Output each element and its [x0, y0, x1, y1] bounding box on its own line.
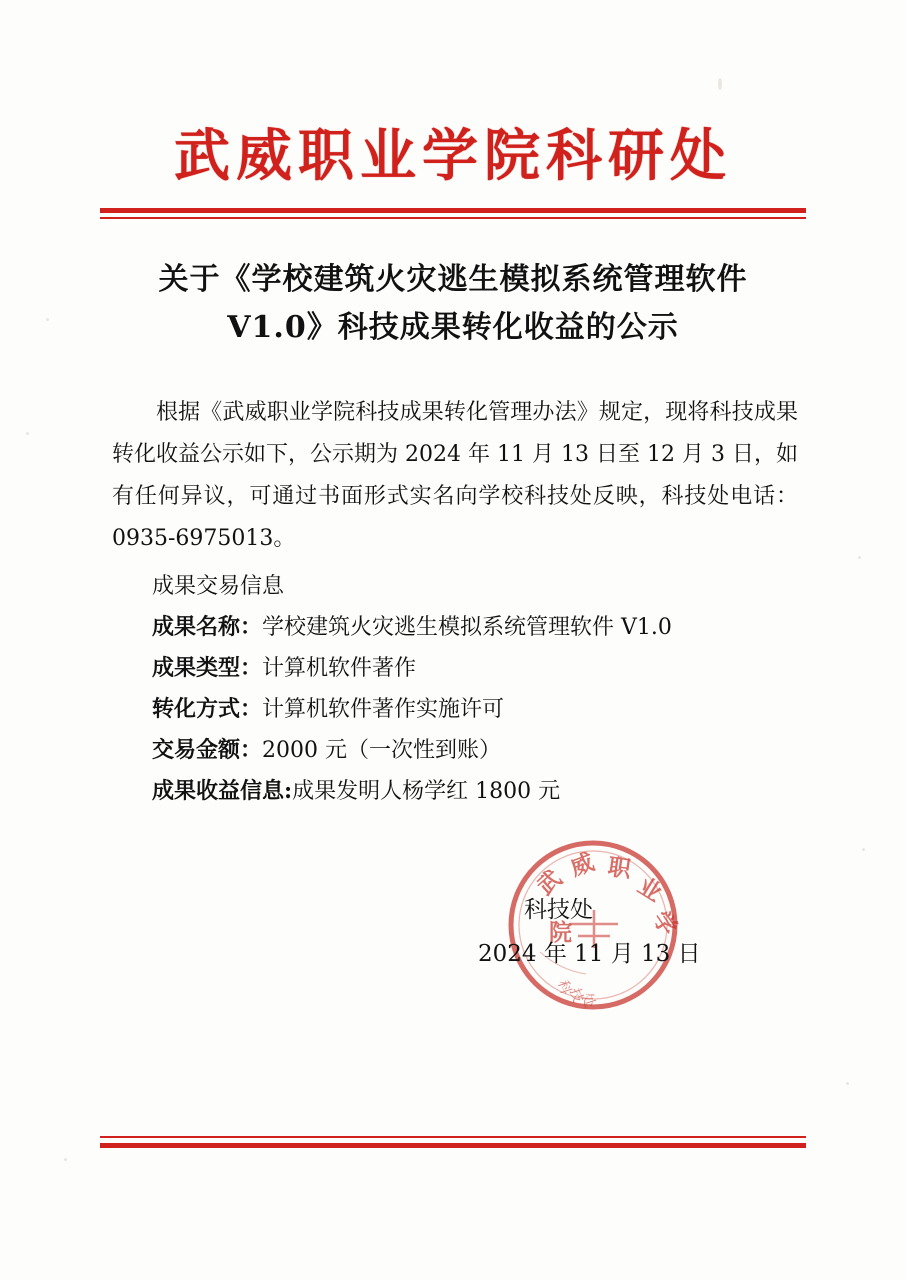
svg-text:处: 处	[578, 991, 598, 1010]
info-label-revenue: 成果收益信息:	[152, 778, 293, 804]
rule-thin-bottom	[100, 1136, 806, 1138]
info-value-name: 学校建筑火灾逃生模拟系统管理软件 V1.0	[262, 615, 672, 640]
svg-text:技: 技	[566, 986, 586, 1005]
svg-text:武: 武	[531, 865, 568, 901]
masthead-title: 武威职业学院科研处	[174, 123, 732, 189]
signature-block	[470, 888, 750, 976]
info-label-name: 成果名称：	[152, 614, 263, 640]
masthead	[0, 123, 906, 189]
info-row-method	[152, 689, 812, 730]
body-paragraph: 根据《武威职业学院科技成果转化管理办法》规定，现将科技成果转化收益公示如下，公示期为 2024 年 11 月 13 日至 12 月 3 日，如有任何异议，可通过书面形式实名向学校科技处反映，科技处电话：0935-6975013。	[112, 400, 798, 551]
rule-thin-top	[100, 217, 806, 219]
transaction-info-heading: 成果交易信息	[152, 574, 285, 599]
info-row-name	[152, 607, 812, 648]
signature-department: 科技处	[524, 897, 593, 923]
rule-thick-bottom	[100, 1143, 806, 1148]
info-label-method: 转化方式：	[152, 696, 263, 722]
body-paragraph-container	[112, 392, 798, 560]
info-label-amount: 交易金额：	[152, 737, 263, 763]
page-title-line-2: V1.0》科技成果转化收益的公示	[227, 310, 679, 345]
footer-rules	[100, 1136, 806, 1148]
page-title-line-1: 关于《学校建筑火灾逃生模拟系统管理软件	[158, 262, 748, 297]
paper-speck	[718, 78, 722, 90]
paper-speck	[46, 318, 49, 321]
transaction-info-block	[152, 566, 812, 812]
masthead-rules	[100, 208, 806, 219]
svg-text:职: 职	[606, 853, 633, 884]
paper-speck	[862, 848, 865, 851]
paper-speck	[26, 432, 29, 435]
svg-text:科: 科	[554, 978, 574, 997]
info-row-amount	[152, 730, 812, 771]
info-value-revenue: 成果发明人杨学红 1800 元	[292, 779, 561, 804]
svg-text:学: 学	[647, 906, 683, 941]
svg-text:威: 威	[566, 848, 598, 882]
info-value-method: 计算机软件著作实施许可	[262, 697, 505, 722]
paper-speck	[846, 1082, 849, 1085]
paper-speck	[858, 556, 861, 559]
info-row-revenue	[152, 771, 812, 812]
page-title	[100, 256, 806, 352]
rule-thick-top	[100, 208, 806, 213]
info-value-amount: 2000 元（一次性到账）	[262, 738, 501, 763]
svg-text:业: 业	[632, 872, 667, 908]
info-row-type	[152, 648, 812, 689]
signature-date: 2024 年 11 月 13 日	[478, 941, 701, 967]
info-value-type: 计算机软件著作	[262, 656, 417, 681]
paper-speck	[64, 1158, 67, 1161]
info-label-type: 成果类型：	[152, 655, 263, 681]
svg-text:院: 院	[549, 919, 572, 946]
